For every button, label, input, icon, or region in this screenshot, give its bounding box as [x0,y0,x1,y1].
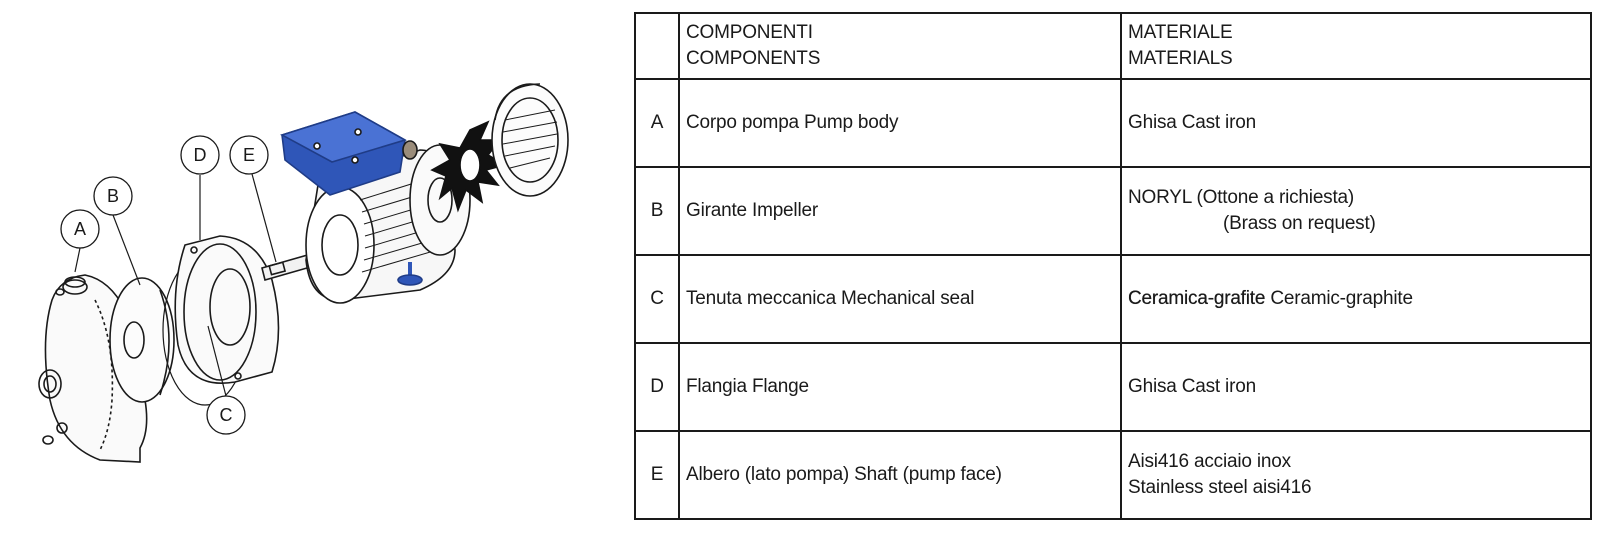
row-letter: D [635,343,679,431]
header-components-it: COMPONENTI [686,22,813,43]
row-material [1121,167,1591,255]
callout-a [61,210,99,248]
row-component: Tenuta meccanica Mechanical seal [679,255,1121,343]
header-materials-it: MATERIALE [1128,22,1233,43]
table-row [635,255,1591,343]
header-letter-cell [635,13,679,79]
row-material-line-1: NORYL (Ottone a richiesta) [1128,187,1355,208]
row-component: Flangia Flange [679,343,1121,431]
header-components-cell [679,13,1121,79]
callout-a-label: A [73,219,87,239]
row-letter: A [635,79,679,167]
row-material [1121,255,1591,343]
table-row [635,343,1591,431]
impeller-part [110,278,174,402]
callout-c [207,396,245,434]
row-material [1121,343,1591,431]
flange-part [175,236,278,383]
row-material-bold: Ceramica-grafite [1128,288,1266,309]
table-header-row [635,13,1591,79]
callout-e [230,136,268,174]
row-material [1121,431,1591,519]
callout-d-label: D [193,145,207,165]
fan-cover-part [492,84,568,196]
row-letter: C [635,255,679,343]
callout-d [181,136,219,174]
table-row [635,431,1591,519]
row-material [1121,79,1591,167]
table-row [635,79,1591,167]
components-materials-table [634,12,1592,520]
callout-c-label: C [219,405,233,425]
header-components-en: COMPONENTS [686,48,821,69]
row-component: Girante Impeller [679,167,1121,255]
callout-b [94,177,132,215]
row-letter: E [635,431,679,519]
row-material-line-1: Ghisa Cast iron [1128,112,1256,133]
row-material-line-2: Stainless steel aisi416 [1128,477,1312,498]
row-component: Albero (lato pompa) Shaft (pump face) [679,431,1121,519]
row-material-line-1: Ghisa Cast iron [1128,376,1256,397]
callout-e-label: E [242,145,256,165]
row-material-line-1: Ceramic-graphite [1265,288,1413,309]
row-material-line-1: Aisi416 acciaio inox [1128,451,1291,472]
header-materials-en: MATERIALS [1128,48,1233,69]
row-component: Corpo pompa Pump body [679,79,1121,167]
callout-b-label: B [106,186,120,206]
row-material-line-2: (Brass on request) [1223,213,1376,234]
row-letter: B [635,167,679,255]
header-materials-cell [1121,13,1591,79]
exploded-pump-diagram [0,0,620,546]
pump-illustration [0,0,620,546]
table-row [635,167,1591,255]
